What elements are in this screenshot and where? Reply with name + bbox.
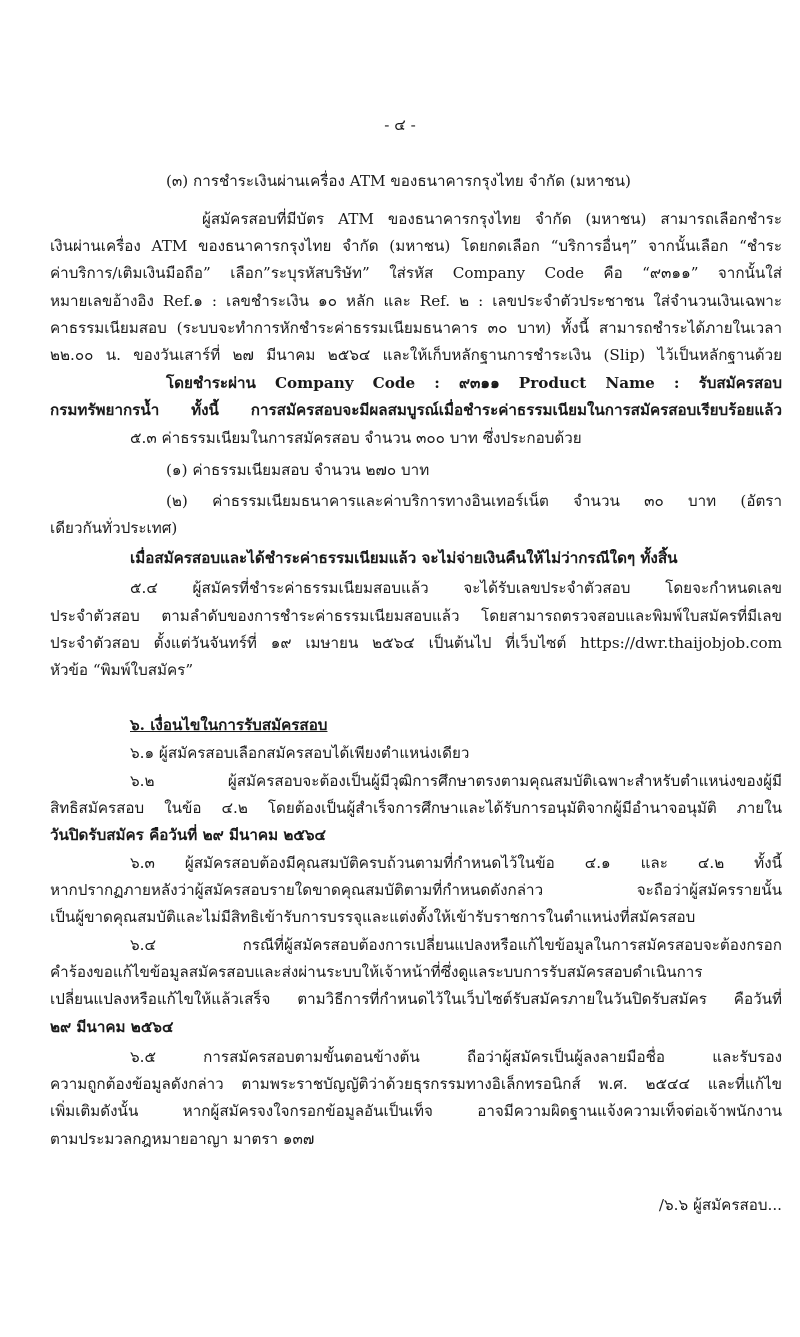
paragraph-line: คาธรรมเนียมสอบ (ระบบจะทำการหักชำระค่าธรรมเนียมธนาคาร ๓๐ บาท) ทั้งนี้ สามารถชำระได้ภายในเวลา: [50, 319, 782, 337]
paragraph-line: เมื่อสมัครสอบและได้ชำระค่าธรรมเนียมแล้ว จะไม่จ่ายเงินคืนให้ไม่ว่ากรณีใดๆ ทั้งสิ้น: [130, 549, 678, 567]
paragraph-line: เดียวกันทั่วประเทศ): [50, 519, 178, 537]
paragraph-line: ๒๙ มีนาคม ๒๕๖๔: [50, 1018, 174, 1036]
paragraph-line: ค่าบริการ/เติมเงินมือถือ” เลือก”ระบุรหัสบริษัท” ใส่รหัส Company Code คือ “๙๓๑๑” จากนั้นใส่: [50, 264, 782, 282]
paragraph-line: เป็นผู้ขาดคุณสมบัติและไม่มีสิทธิเข้ารับการบรรจุและแต่งตั้งให้เข้ารับราชการในตำแหน่งที่สมัครสอบ: [50, 908, 696, 926]
paragraph-line: วันปิดรับสมัคร คือวันที่ ๒๙ มีนาคม ๒๕๖๔: [50, 826, 327, 844]
continuation-footer: /๖.๖ ผู้สมัครสอบ...: [658, 1196, 782, 1214]
paragraph-line: เพิ่มเติมดังนั้น หากผู้สมัครจงใจกรอกข้อมูลอันเป็นเท็จ อาจมีความผิดฐานแจ้งความเท็จต่อเจ้าพนักงาน: [50, 1102, 782, 1120]
paragraph-line: ๖.๓ ผู้สมัครสอบต้องมีคุณสมบัติครบถ้วนตามที่กำหนดไว้ในข้อ ๔.๑ และ ๔.๒ ทั้งนี้: [130, 854, 782, 872]
paragraph-line: กรมทรัพยากรน้ำ ทั้งนี้ การสมัครสอบจะมีผลสมบูรณ์เมื่อชำระค่าธรรมเนียมในการสมัครสอบเรียบร้อยแล้ว: [50, 401, 782, 419]
paragraph-line: ความถูกต้องข้อมูลดังกล่าว ตามพระราชบัญญัติว่าด้วยธุรกรรมทางอิเล็กทรอนิกส์ พ.ศ. ๒๕๔๔ และที่แก้ไข: [50, 1075, 782, 1093]
paragraph-line: เงินผ่านเครื่อง ATM ของธนาคารกรุงไทย จำกัด (มหาชน) โดยกดเลือก “บริการอื่นๆ” จากนั้นเลือก “ชำระ: [50, 237, 782, 255]
paragraph-line: เปลี่ยนแปลงหรือแก้ไขให้แล้วเสร็จ ตามวิธีการที่กำหนดไว้ในเว็บไซต์รับสมัครภายในวันปิดรับสมัคร คือวันที่: [50, 990, 782, 1008]
paragraph-line: ประจำตัวสอบ ตั้งแต่วันจันทร์ที่ ๑๙ เมษายน ๒๕๖๔ เป็นต้นไป ที่เว็บไซต์ https://dwr.thaijobjob.com: [50, 634, 782, 652]
paragraph-line: ผู้สมัครสอบที่มีบัตร ATM ของธนาคารกรุงไทย จำกัด (มหาชน) สามารถเลือกชำระ: [202, 210, 782, 228]
paragraph-line: ๖.๕ การสมัครสอบตามขั้นตอนข้างต้น ถือว่าผู้สมัครเป็นผู้ลงลายมือชื่อ และรับรอง: [130, 1048, 782, 1066]
paragraph-line: ๖.๔ กรณีที่ผู้สมัครสอบต้องการเปลี่ยนแปลงหรือแก้ไขข้อมูลในการสมัครสอบจะต้องกรอก: [130, 936, 782, 954]
paragraph-line: ตามประมวลกฎหมายอาญา มาตรา ๑๓๗: [50, 1130, 315, 1148]
page-number: - ๔ -: [384, 116, 416, 134]
paragraph-line: ประจำตัวสอบ ตามลำดับของการชำระค่าธรรมเนียมสอบแล้ว โดยสามารถตรวจสอบและพิมพ์ใบสมัครที่มีเลข: [50, 607, 782, 625]
paragraph-line: ๖.๑ ผู้สมัครสอบเลือกสมัครสอบได้เพียงตำแหน่งเดียว: [130, 744, 470, 762]
paragraph-line: ๕.๔ ผู้สมัครที่ชำระค่าธรรมเนียมสอบแล้ว จะได้รับเลขประจำตัวสอบ โดยจะกำหนดเลข: [130, 579, 782, 597]
paragraph-line: หัวข้อ “พิมพ์ใบสมัคร”: [50, 661, 194, 679]
paragraph-line: (๒) ค่าธรรมเนียมธนาคารและค่าบริการทางอินเทอร์เน็ต จำนวน ๓๐ บาท (อัตรา: [166, 492, 782, 510]
paragraph-line: ๕.๓ ค่าธรรมเนียมในการสมัครสอบ จำนวน ๓๐๐ บาท ซึ่งประกอบด้วย: [130, 429, 582, 447]
paragraph-line: ๖.๒ ผู้สมัครสอบจะต้องเป็นผู้มีวุฒิการศึกษาตรงตามคุณสมบัติเฉพาะสำหรับตำแหน่งของผู้มี: [130, 772, 782, 790]
section-heading: ๖. เงื่อนไขในการรับสมัครสอบ: [130, 716, 328, 734]
paragraph-line: สิทธิสมัครสอบ ในข้อ ๔.๒ โดยต้องเป็นผู้สำเร็จการศึกษาและได้รับการอนุมัติจากผู้มีอำนาจอนุมัติ ภายใน: [50, 799, 782, 817]
paragraph-line: (๓) การชำระเงินผ่านเครื่อง ATM ของธนาคารกรุงไทย จำกัด (มหาชน): [166, 172, 631, 190]
paragraph-line: (๑) ค่าธรรมเนียมสอบ จำนวน ๒๗๐ บาท: [166, 461, 430, 479]
paragraph-line: โดยชำระผ่าน Company Code : ๙๓๑๑ Product Name : รับสมัครสอบ: [166, 374, 782, 392]
paragraph-line: หากปรากฏภายหลังว่าผู้สมัครสอบรายใดขาดคุณสมบัติตามที่กำหนดดังกล่าว จะถือว่าผู้สมัครรายนั้น: [50, 881, 782, 899]
paragraph-line: หมายเลขอ้างอิง Ref.๑ : เลขชำระเงิน ๑๐ หลัก และ Ref. ๒ : เลขประจำตัวประชาชน ใส่จำนวนเงินเฉพาะ: [50, 292, 782, 310]
paragraph-line: คำร้องขอแก้ไขข้อมูลสมัครสอบและส่งผ่านระบบให้เจ้าหน้าที่ซึ่งดูแลระบบการรับสมัครสอบดำเนินการ: [50, 963, 703, 981]
paragraph-line: ๒๒.๐๐ น. ของวันเสาร์ที่ ๒๗ มีนาคม ๒๕๖๔ และให้เก็บหลักฐานการชำระเงิน (Slip) ไว้เป็นหลักฐานด้วย: [50, 346, 782, 364]
